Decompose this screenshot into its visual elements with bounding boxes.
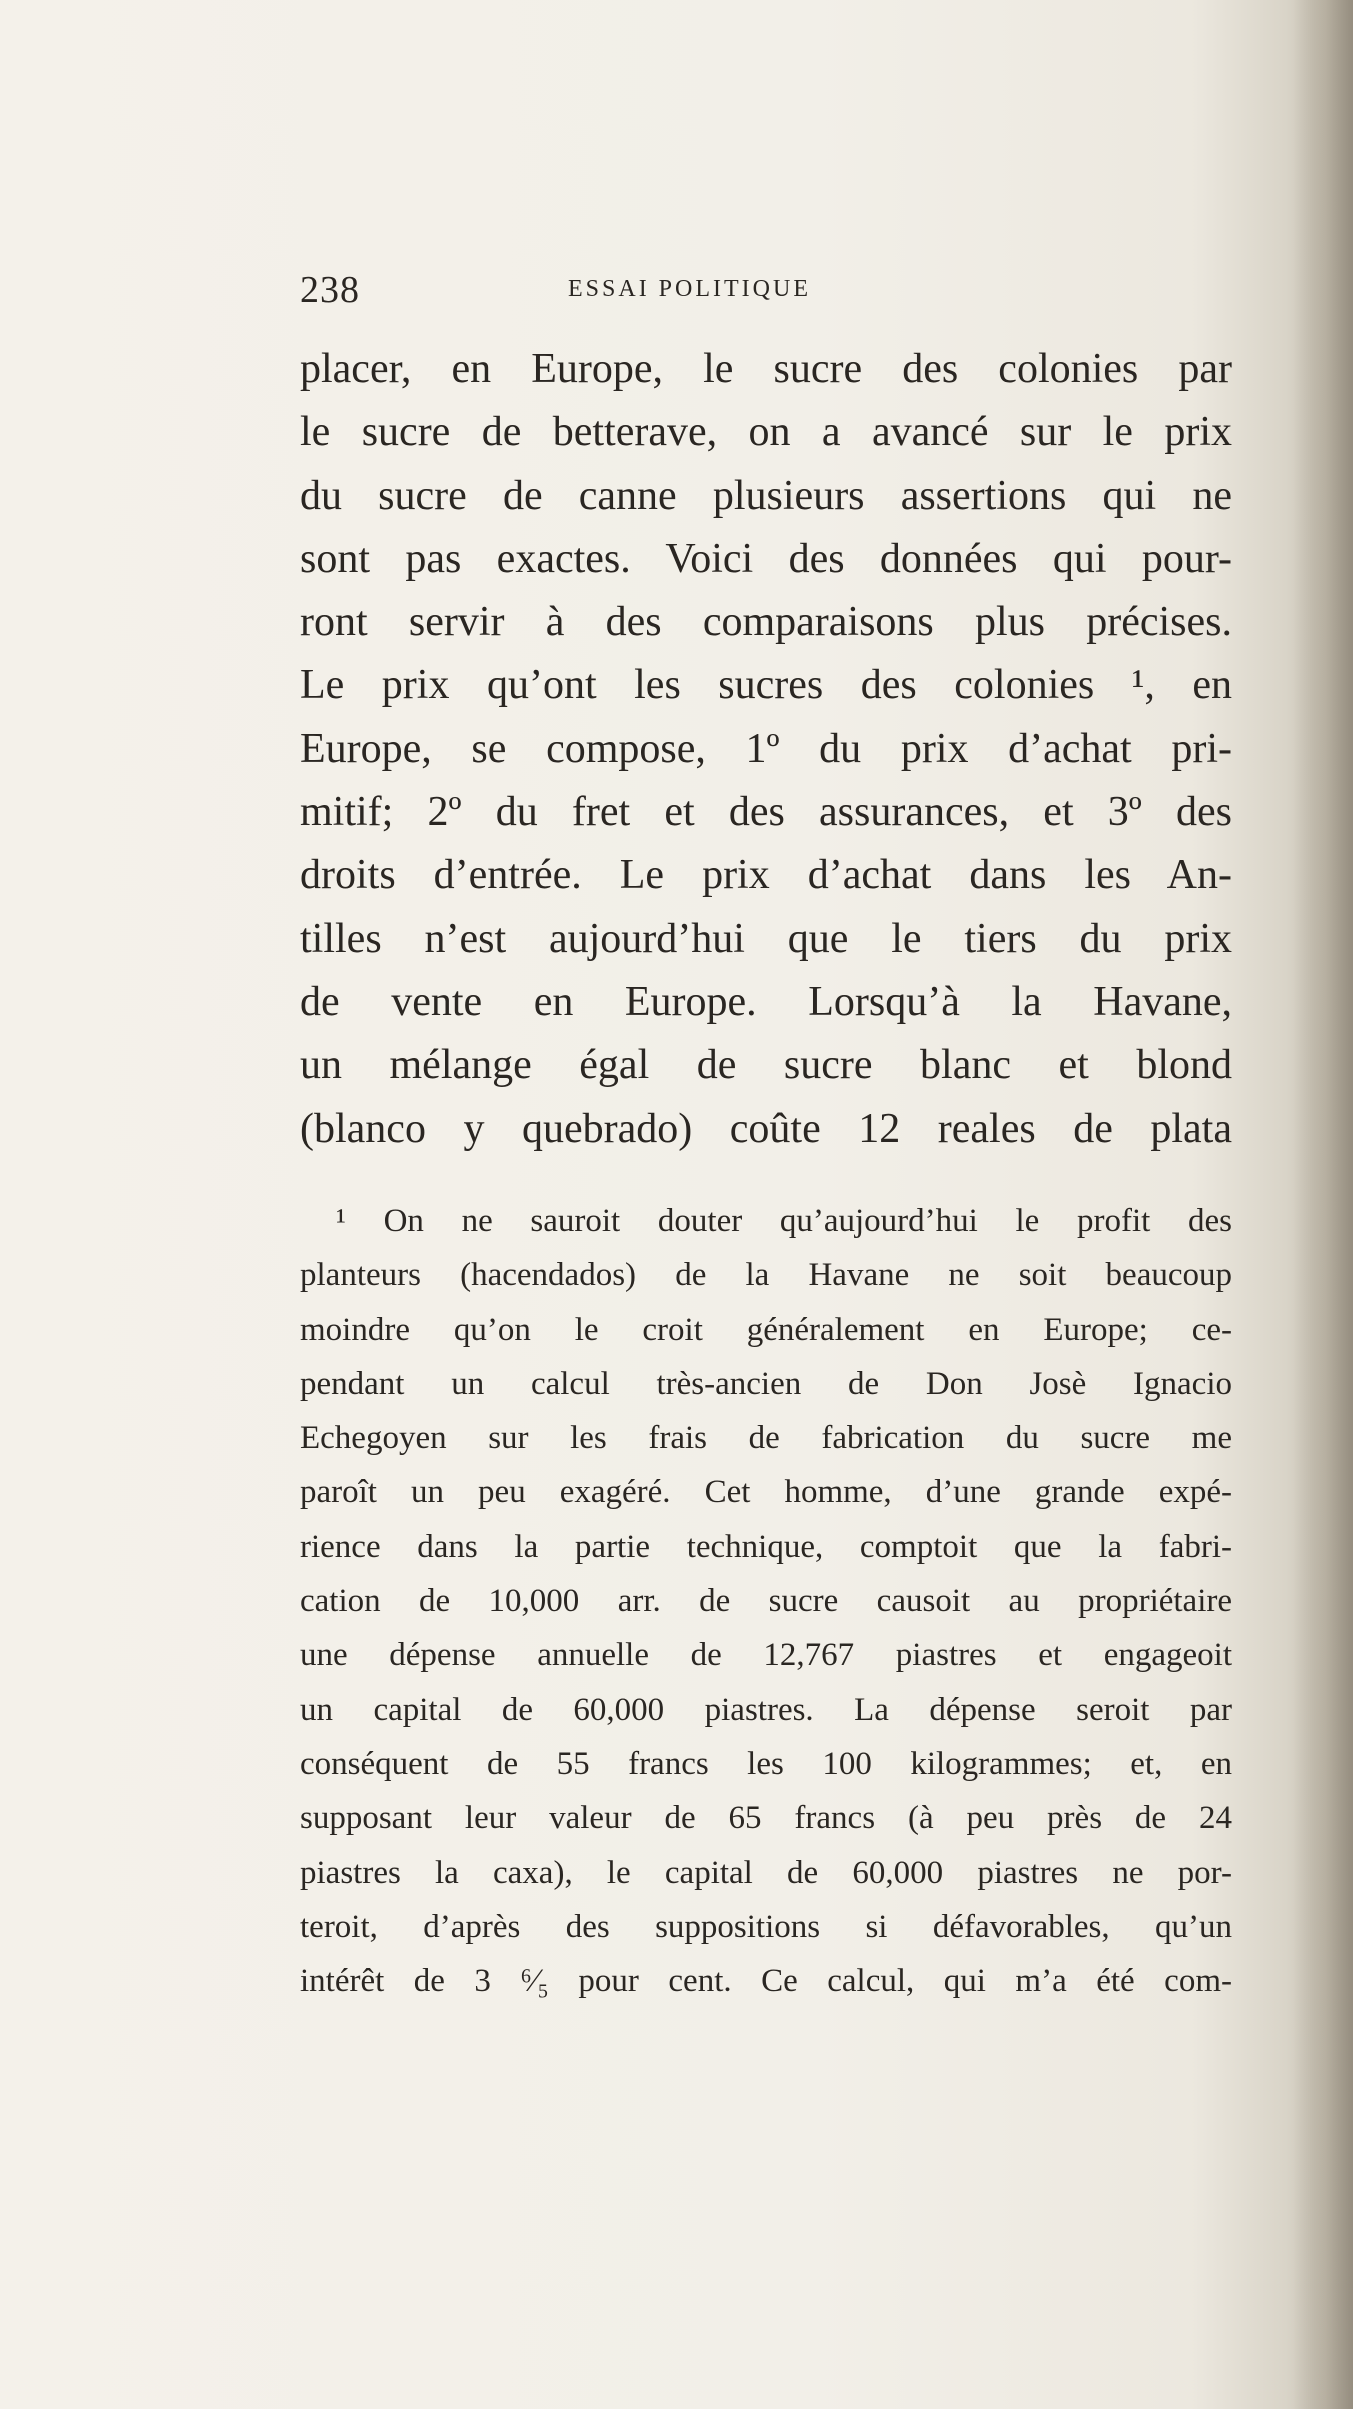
- footnote-line: moindre qu’on le croit généralement en Europe; ce-: [300, 1311, 1232, 1348]
- footnote-line: Echegoyen sur les frais de fabrication du sucre me: [300, 1420, 1232, 1457]
- running-title: ESSAI POLITIQUE: [568, 276, 811, 302]
- footnote-line: teroit, d’après des suppositions si défavorables, qu’un: [300, 1908, 1232, 1945]
- text-line: un mélange égal de sucre blanc et blond: [300, 1042, 1232, 1089]
- page-number: 238: [300, 269, 360, 311]
- footnote-line: planteurs (hacendados) de la Havane ne soit beaucoup: [300, 1257, 1232, 1294]
- footnote-line: piastres la caxa), le capital de 60,000 piastres ne por-: [300, 1854, 1232, 1891]
- text-line: Le prix qu’ont les sucres des colonies ¹, en: [300, 662, 1232, 709]
- footnote-line: cation de 10,000 arr. de sucre causoit au propriétaire: [300, 1583, 1232, 1620]
- text-line: ront servir à des comparaisons plus précises.: [300, 599, 1232, 646]
- footnote-line: paroît un peu exagéré. Cet homme, d’une grande expé-: [300, 1474, 1232, 1511]
- page-edge-shadow: [1293, 0, 1353, 2409]
- footnote-line: conséquent de 55 francs les 100 kilogrammes; et, en: [300, 1745, 1232, 1782]
- text-line: mitif; 2º du fret et des assurances, et 3º des: [300, 789, 1232, 836]
- footnote-line: rience dans la partie technique, comptoit que la fabri-: [300, 1528, 1232, 1565]
- main-text: [300, 338, 1232, 1161]
- footnote-line: pendant un calcul très-ancien de Don Josè Ignacio: [300, 1365, 1232, 1402]
- footnote-line: ¹ On ne sauroit douter qu’aujourd’hui le profit des: [336, 1203, 1232, 1239]
- footnote-line: supposant leur valeur de 65 francs (à peu près de 24: [300, 1800, 1232, 1837]
- text-line: placer, en Europe, le sucre des colonies par: [300, 346, 1232, 392]
- text-line: sont pas exactes. Voici des données qui pour-: [300, 535, 1232, 582]
- text-line: tilles n’est aujourd’hui que le tiers du prix: [300, 915, 1232, 962]
- footnote-line: un capital de 60,000 piastres. La dépense seroit par: [300, 1691, 1232, 1728]
- footnote-line: intérêt de 3 ⁶⁄₅ pour cent. Ce calcul, qui m’a été com-: [300, 1963, 1232, 2000]
- footnote-line: une dépense annuelle de 12,767 piastres et engageoit: [300, 1637, 1232, 1674]
- text-line: (blanco y quebrado) coûte 12 reales de plata: [300, 1105, 1232, 1152]
- text-line: de vente en Europe. Lorsqu’à la Havane,: [300, 978, 1232, 1025]
- text-line: Europe, se compose, 1º du prix d’achat pri-: [300, 725, 1232, 772]
- text-line: droits d’entrée. Le prix d’achat dans les An-: [300, 852, 1232, 899]
- footnote: [300, 1194, 1232, 2008]
- text-line: le sucre de betterave, on a avancé sur le prix: [300, 409, 1232, 456]
- text-line: du sucre de canne plusieurs assertions qui ne: [300, 472, 1232, 519]
- page-header: [300, 268, 1210, 318]
